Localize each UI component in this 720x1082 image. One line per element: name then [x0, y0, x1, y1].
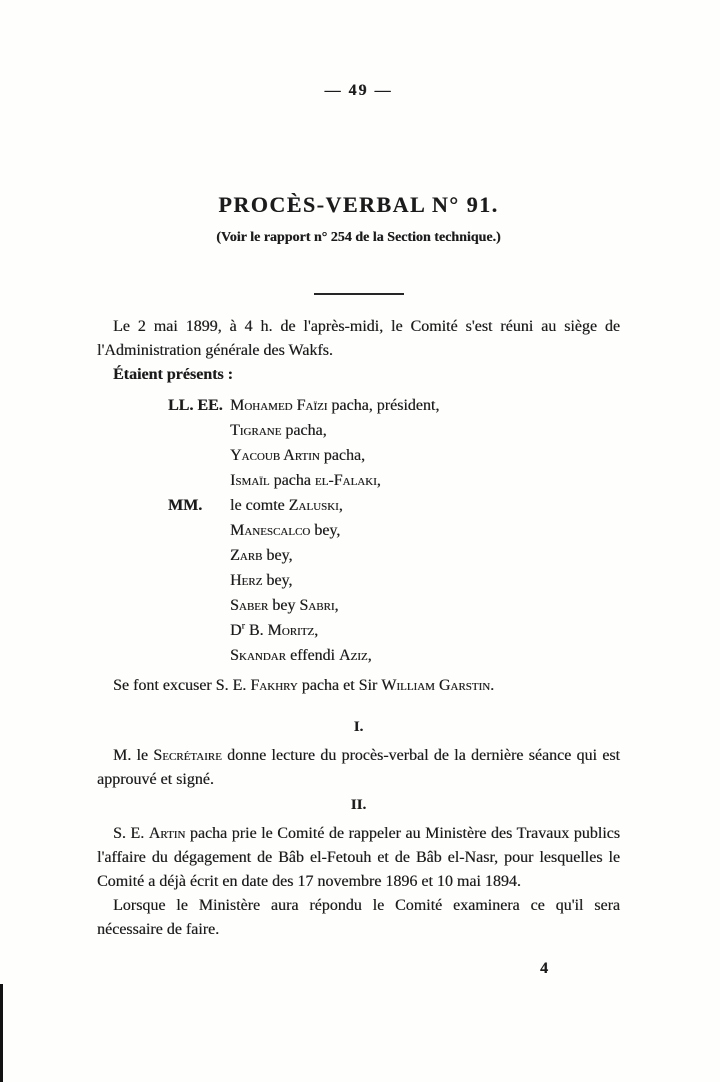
page-number-bottom: 4 — [540, 960, 548, 977]
text-segment: pacha, — [319, 447, 366, 464]
text-segment: r — [241, 620, 245, 632]
attendee-list — [97, 393, 620, 668]
text-segment: M. le — [113, 747, 154, 764]
text-segment: Lorsque le Ministère aura répondu le Comité examinera ce qu'il sera nécessaire de faire. — [97, 897, 620, 938]
section-heading-1: I. — [353, 719, 364, 735]
attendee-row — [97, 493, 620, 518]
document-subtitle: (Voir le rapport n° 254 de la Section technique.) — [216, 230, 501, 245]
attendee-name — [230, 447, 365, 464]
section-heading-2: II. — [350, 797, 367, 813]
attendee-name — [230, 597, 339, 614]
attendee-name — [230, 472, 381, 489]
attendee-row — [97, 393, 620, 418]
text-segment: pacha prie le Comité de rappeler au Ministère des Travaux publics l'affaire du dégagement de Bâb el-Fetouh et de Bâb el-Nasr, pour lesquelles le Comité a déjà écrit en date des 17 novembre 1896 et 10 mai 1894. — [97, 825, 621, 890]
attendee-row — [97, 568, 620, 593]
text-segment: pacha, — [281, 422, 327, 439]
attendee-name — [230, 522, 340, 539]
text-segment: Le 2 mai 1899, à 4 h. de l'après-midi, le Comité s'est réuni au siège de l'Administration générale des Wakfs. — [97, 318, 620, 359]
attendee-name — [230, 397, 439, 414]
attendee-name — [230, 547, 292, 564]
attendee-row — [97, 443, 620, 468]
text-segment: , — [314, 622, 319, 639]
attendee-row — [97, 418, 620, 443]
smallcaps-name: William Garstin — [381, 677, 491, 694]
text-segment: donne lecture du procès-verbal de la dernière séance qui est approuvé et signé. — [97, 747, 620, 788]
text-segment: bey, — [262, 547, 293, 564]
smallcaps-name: Fakhry — [250, 677, 298, 694]
smallcaps-name: el-Falaki — [314, 472, 377, 489]
attendee-name — [230, 622, 318, 639]
present-label: Étaient présents : — [113, 366, 233, 383]
page-number-top: — 49 — — [324, 82, 393, 99]
attendee-group-label: LL. EE. — [168, 397, 223, 414]
attendee-row — [97, 618, 620, 643]
text-segment: , — [334, 597, 339, 614]
text-segment: bey — [268, 597, 300, 614]
smallcaps-name: Skandar — [230, 647, 286, 664]
text-segment: bey, — [262, 572, 293, 589]
smallcaps-name: Manescalco — [230, 522, 311, 539]
attendee-row — [97, 518, 620, 543]
smallcaps-name: Zarb — [230, 547, 263, 564]
text-segment: , — [338, 497, 343, 514]
intro-paragraph — [97, 315, 620, 363]
attendee-row — [97, 643, 620, 668]
smallcaps-name: Sabri — [299, 597, 335, 614]
document-title: PROCÈS-VERBAL N° 91. — [218, 192, 499, 217]
attendee-row — [97, 468, 620, 493]
smallcaps-name: Aziz — [338, 647, 368, 664]
section-divider — [314, 293, 404, 295]
text-segment: D — [230, 622, 242, 639]
text-segment: pacha et Sir — [297, 677, 382, 694]
text-segment: , — [376, 472, 381, 489]
text-segment: bey, — [310, 522, 341, 539]
text-segment: S. E. — [113, 825, 149, 842]
smallcaps-name: Herz — [230, 572, 263, 589]
text-segment: effendi — [285, 647, 339, 664]
scan-edge-artifact — [0, 984, 3, 1082]
section-2-paragraph-2 — [97, 894, 620, 942]
section-1-paragraph — [97, 744, 620, 792]
attendee-name — [230, 572, 292, 589]
attendee-name — [230, 647, 372, 664]
attendee-group-label: MM. — [168, 497, 203, 514]
attendee-name — [230, 497, 343, 514]
text-segment: , — [367, 647, 372, 664]
text-segment: pacha — [269, 472, 315, 489]
text-segment: B. — [244, 622, 268, 639]
smallcaps-name: Saber — [230, 597, 269, 614]
smallcaps-name: Moritz — [267, 622, 315, 639]
smallcaps-name: Tigrane — [230, 422, 282, 439]
smallcaps-name: Ismaïl — [230, 472, 270, 489]
text-segment: Se font excuser S. E. — [113, 677, 251, 694]
attendee-row — [97, 543, 620, 568]
smallcaps-name: Artin — [148, 825, 186, 842]
attendee-row — [97, 593, 620, 618]
smallcaps-name: Yacoub Artin — [230, 447, 320, 464]
smallcaps-name: Mohamed Faïzi — [230, 397, 328, 414]
text-segment: le comte — [230, 497, 289, 514]
excused-paragraph — [97, 674, 620, 698]
attendee-name — [230, 422, 327, 439]
smallcaps-name: Zaluski — [288, 497, 339, 514]
text-segment: pacha, président, — [327, 397, 440, 414]
smallcaps-name: Secrétaire — [153, 747, 222, 764]
section-2-paragraph-1 — [97, 822, 620, 894]
text-segment: . — [490, 677, 495, 694]
